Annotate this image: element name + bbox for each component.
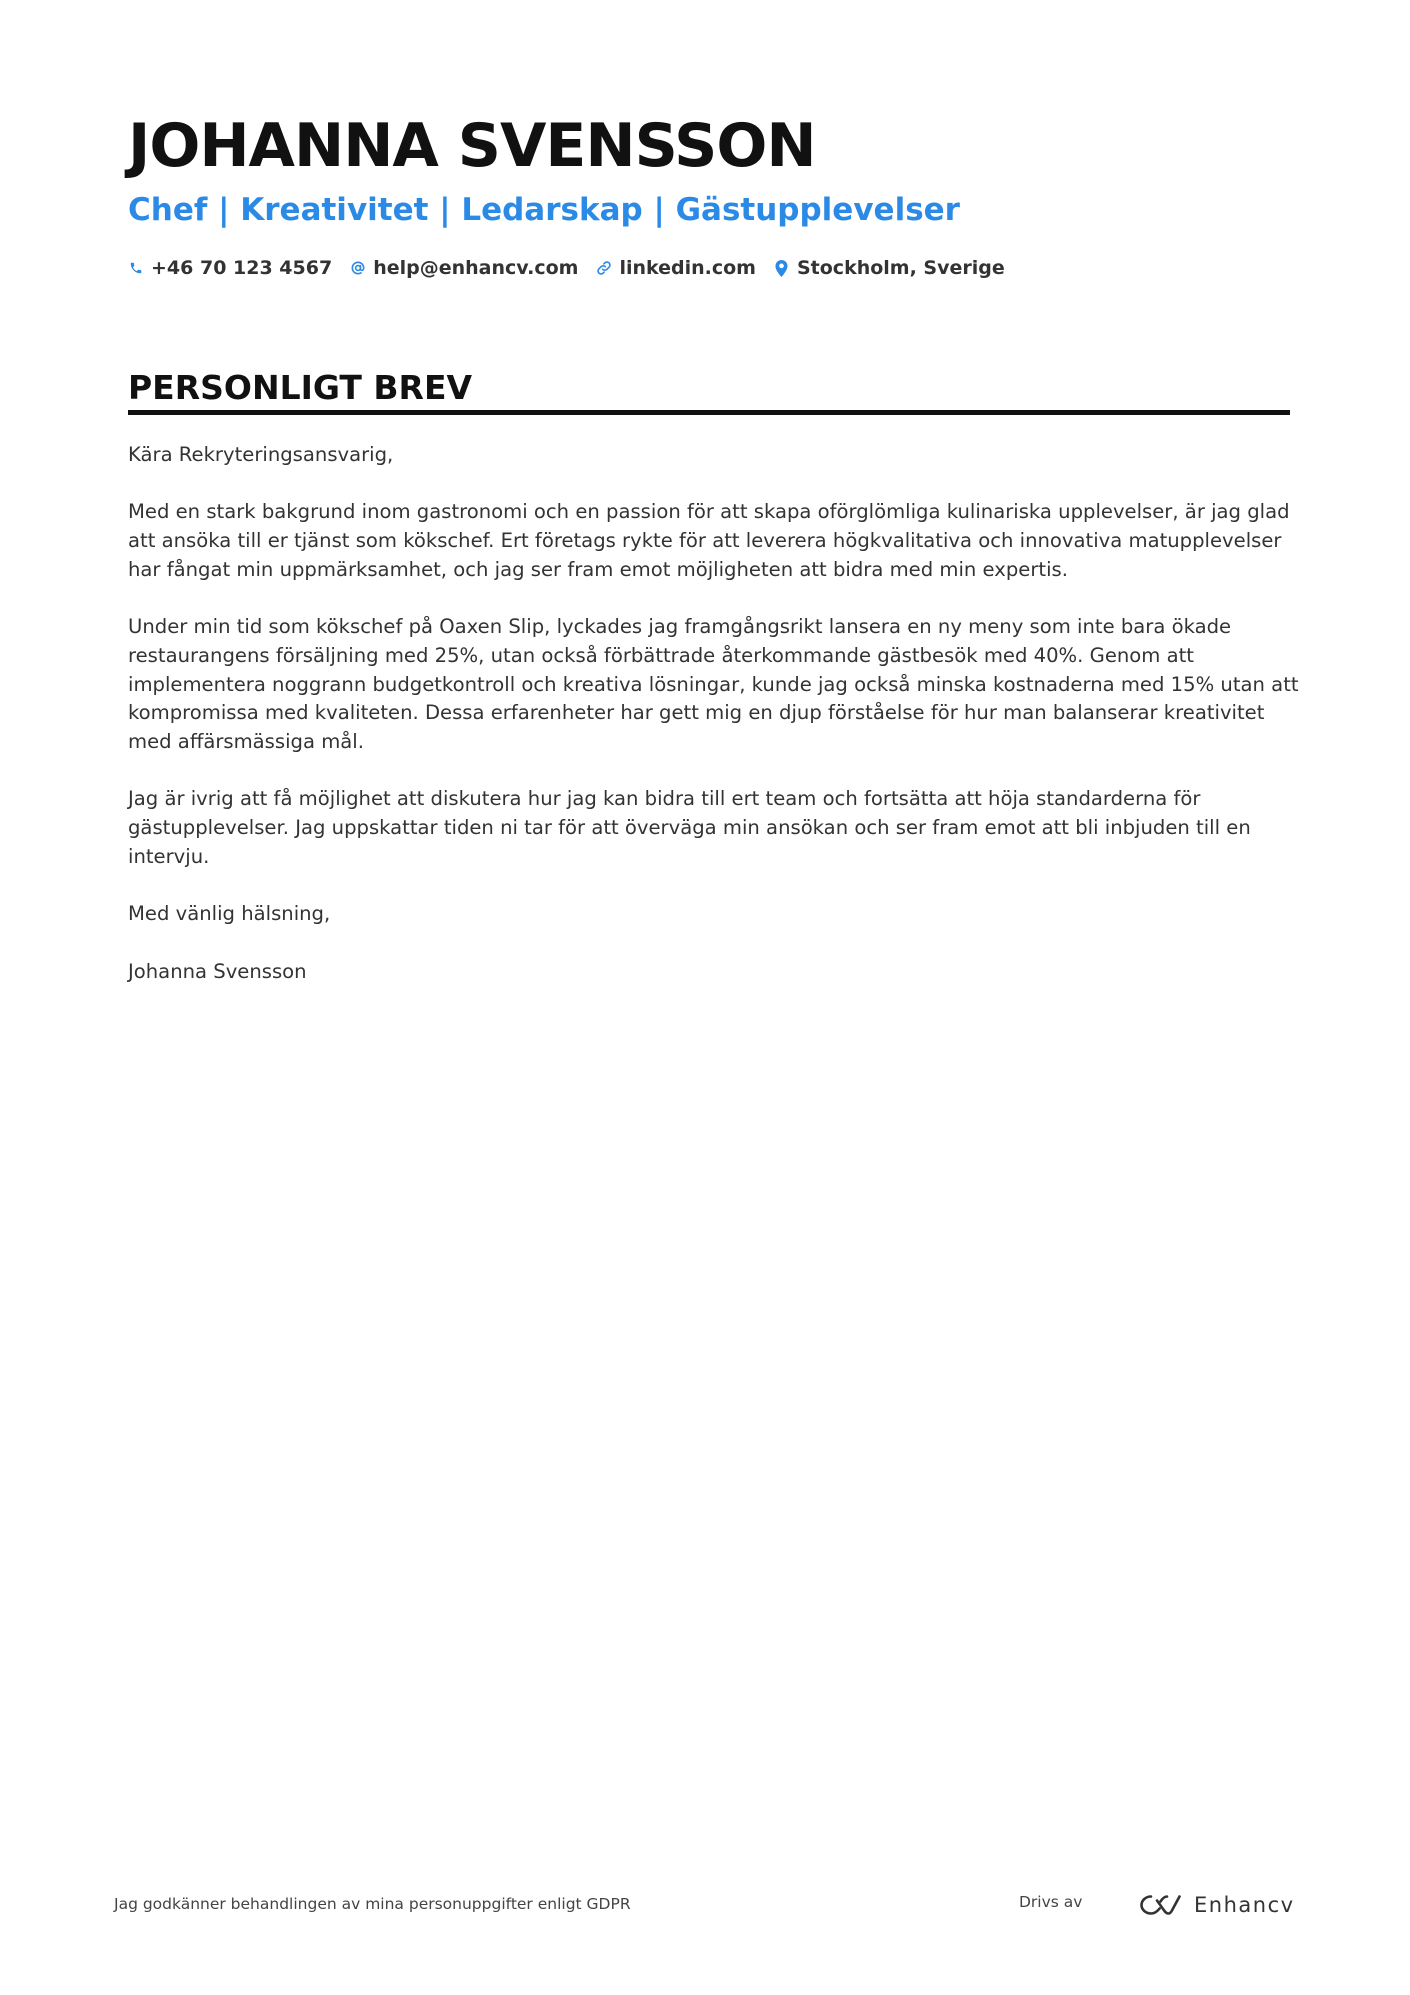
powered-by-label: Drivs av [1019, 1893, 1083, 1911]
section-title: PERSONLIGT BREV [128, 368, 473, 407]
contact-bar [128, 253, 1023, 283]
contact-location-text: Stockholm, Sverige [796, 257, 1005, 279]
enhancv-logo-icon [1138, 1892, 1184, 1918]
letter-paragraph-3: Jag är ivrig att få möjlighet att diskutera hur jag kan bidra till ert team och fortsätta att höja standarderna för gästupplevelser. Jag uppskattar tiden ni tar för att överväga min ansökan och ser fram emot att bli inbjuden till en intervju. [128, 787, 1251, 868]
contact-email[interactable] [350, 257, 578, 279]
enhancv-logo-text: Enhancv [1194, 1893, 1295, 1917]
letter-signature: Johanna Svensson [128, 959, 307, 983]
contact-email-text: help@enhancv.com [373, 257, 579, 279]
applicant-headline: Chef | Kreativitet | Ledarskap | Gästupplevelser [128, 192, 960, 228]
contact-phone [128, 257, 332, 279]
enhancv-logo[interactable] [1138, 1890, 1295, 1920]
gdpr-consent-text: Jag godkänner behandlingen av mina personuppgifter enligt GDPR [114, 1895, 631, 1913]
letter-paragraph-1: Med en stark bakgrund inom gastronomi och en passion för att skapa oförglömliga kulinariska upplevelser, är jag glad att ansöka till er tjänst som kökschef. Ert företags rykte för att leverera högkvalitativa och innovativa matupplevelser har fångat min uppmärksamhet, och jag ser fram emot möjligheten att bidra med min expertis. [128, 500, 1290, 581]
contact-phone-text: +46 70 123 4567 [151, 257, 333, 279]
at-sign-icon [350, 258, 366, 278]
letter-greeting: Kära Rekryteringsansvarig, [128, 443, 394, 466]
contact-linkedin-text: linkedin.com [619, 257, 756, 279]
link-icon [596, 258, 612, 278]
section-divider [128, 410, 1290, 415]
contact-linkedin[interactable] [596, 257, 756, 279]
letter-paragraph-2: Under min tid som kökschef på Oaxen Slip, lyckades jag framgångsrikt lansera en ny meny som inte bara ökade restaurangens försäljning med 25%, utan också förbättrade återkommande gästbesök med 40%. Genom att implementera noggrann budgetkontroll och kreativa lösningar, kunde jag också minska kostnaderna med 15% utan att kompromissa med kvaliteten. Dessa erfarenheter har gett mig en djup förståelse för hur man balanserar kreativitet med affärsmässiga mål. [128, 615, 1299, 753]
contact-location [774, 257, 1005, 279]
applicant-name: JOHANNA SVENSSON [128, 111, 816, 181]
phone-icon [128, 258, 144, 278]
letter-closing: Med vänlig hälsning, [128, 902, 331, 926]
map-pin-icon [774, 258, 790, 278]
letter-body [128, 441, 1300, 1015]
